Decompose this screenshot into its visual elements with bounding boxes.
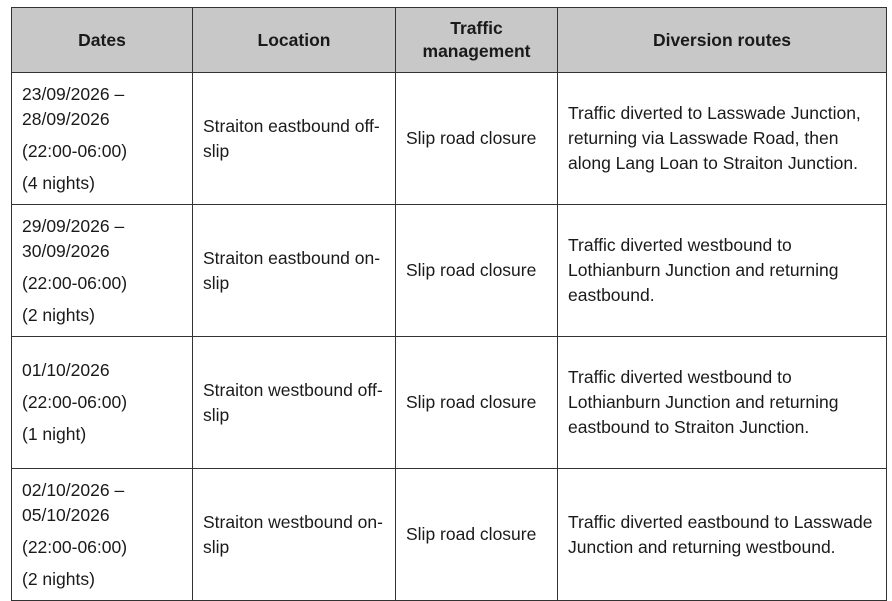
cell-dates	[12, 337, 193, 469]
table-row	[12, 469, 887, 601]
header-traffic-management-line2: management	[422, 41, 531, 61]
night-count: (2 nights)	[22, 568, 95, 589]
time-window: (22:00-06:00)	[22, 392, 128, 412]
header-row	[12, 8, 887, 73]
cell-traffic-management: Slip road closure	[396, 205, 558, 337]
header-diversion-routes: Diversion routes	[558, 8, 887, 73]
cell-dates	[12, 205, 193, 337]
table-row	[12, 205, 887, 337]
cell-diversion-route: Traffic diverted westbound to Lothianburn Junction and returning eastbound.	[558, 205, 887, 337]
table-body	[12, 73, 887, 601]
header-dates: Dates	[12, 8, 193, 73]
table-row	[12, 337, 887, 469]
cell-traffic-management: Slip road closure	[396, 469, 558, 601]
cell-location: Straiton westbound on-slip	[193, 469, 396, 601]
header-traffic-management	[396, 8, 558, 73]
cell-location: Straiton westbound off-slip	[193, 337, 396, 469]
cell-diversion-route: Traffic diverted westbound to Lothianburn Junction and returning eastbound to Straiton Junction.	[558, 337, 887, 469]
night-count: (4 nights)	[22, 172, 95, 193]
table-row	[12, 73, 887, 205]
road-closures-table	[11, 7, 887, 601]
cell-diversion-route: Traffic diverted to Lasswade Junction, returning via Lasswade Road, then along Lang Loan to Straiton Junction.	[558, 73, 887, 205]
cell-location: Straiton eastbound off-slip	[193, 73, 396, 205]
cell-dates	[12, 73, 193, 205]
cell-traffic-management: Slip road closure	[396, 73, 558, 205]
date-range: 01/10/2026	[22, 360, 110, 380]
time-window: (22:00-06:00)	[22, 272, 128, 293]
cell-dates	[12, 469, 193, 601]
header-traffic-management-line1: Traffic	[450, 18, 503, 38]
date-range: 02/10/2026 – 05/10/2026	[22, 479, 125, 525]
cell-location: Straiton eastbound on-slip	[193, 205, 396, 337]
table-header	[12, 8, 887, 73]
night-count: (1 night)	[22, 424, 87, 444]
header-location: Location	[193, 8, 396, 73]
night-count: (2 nights)	[22, 304, 95, 325]
time-window: (22:00-06:00)	[22, 140, 128, 161]
cell-diversion-route: Traffic diverted eastbound to Lasswade Junction and returning westbound.	[558, 469, 887, 601]
date-range: 23/09/2026 – 28/09/2026	[22, 83, 125, 129]
date-range: 29/09/2026 – 30/09/2026	[22, 215, 125, 261]
cell-traffic-management: Slip road closure	[396, 337, 558, 469]
time-window: (22:00-06:00)	[22, 536, 128, 557]
